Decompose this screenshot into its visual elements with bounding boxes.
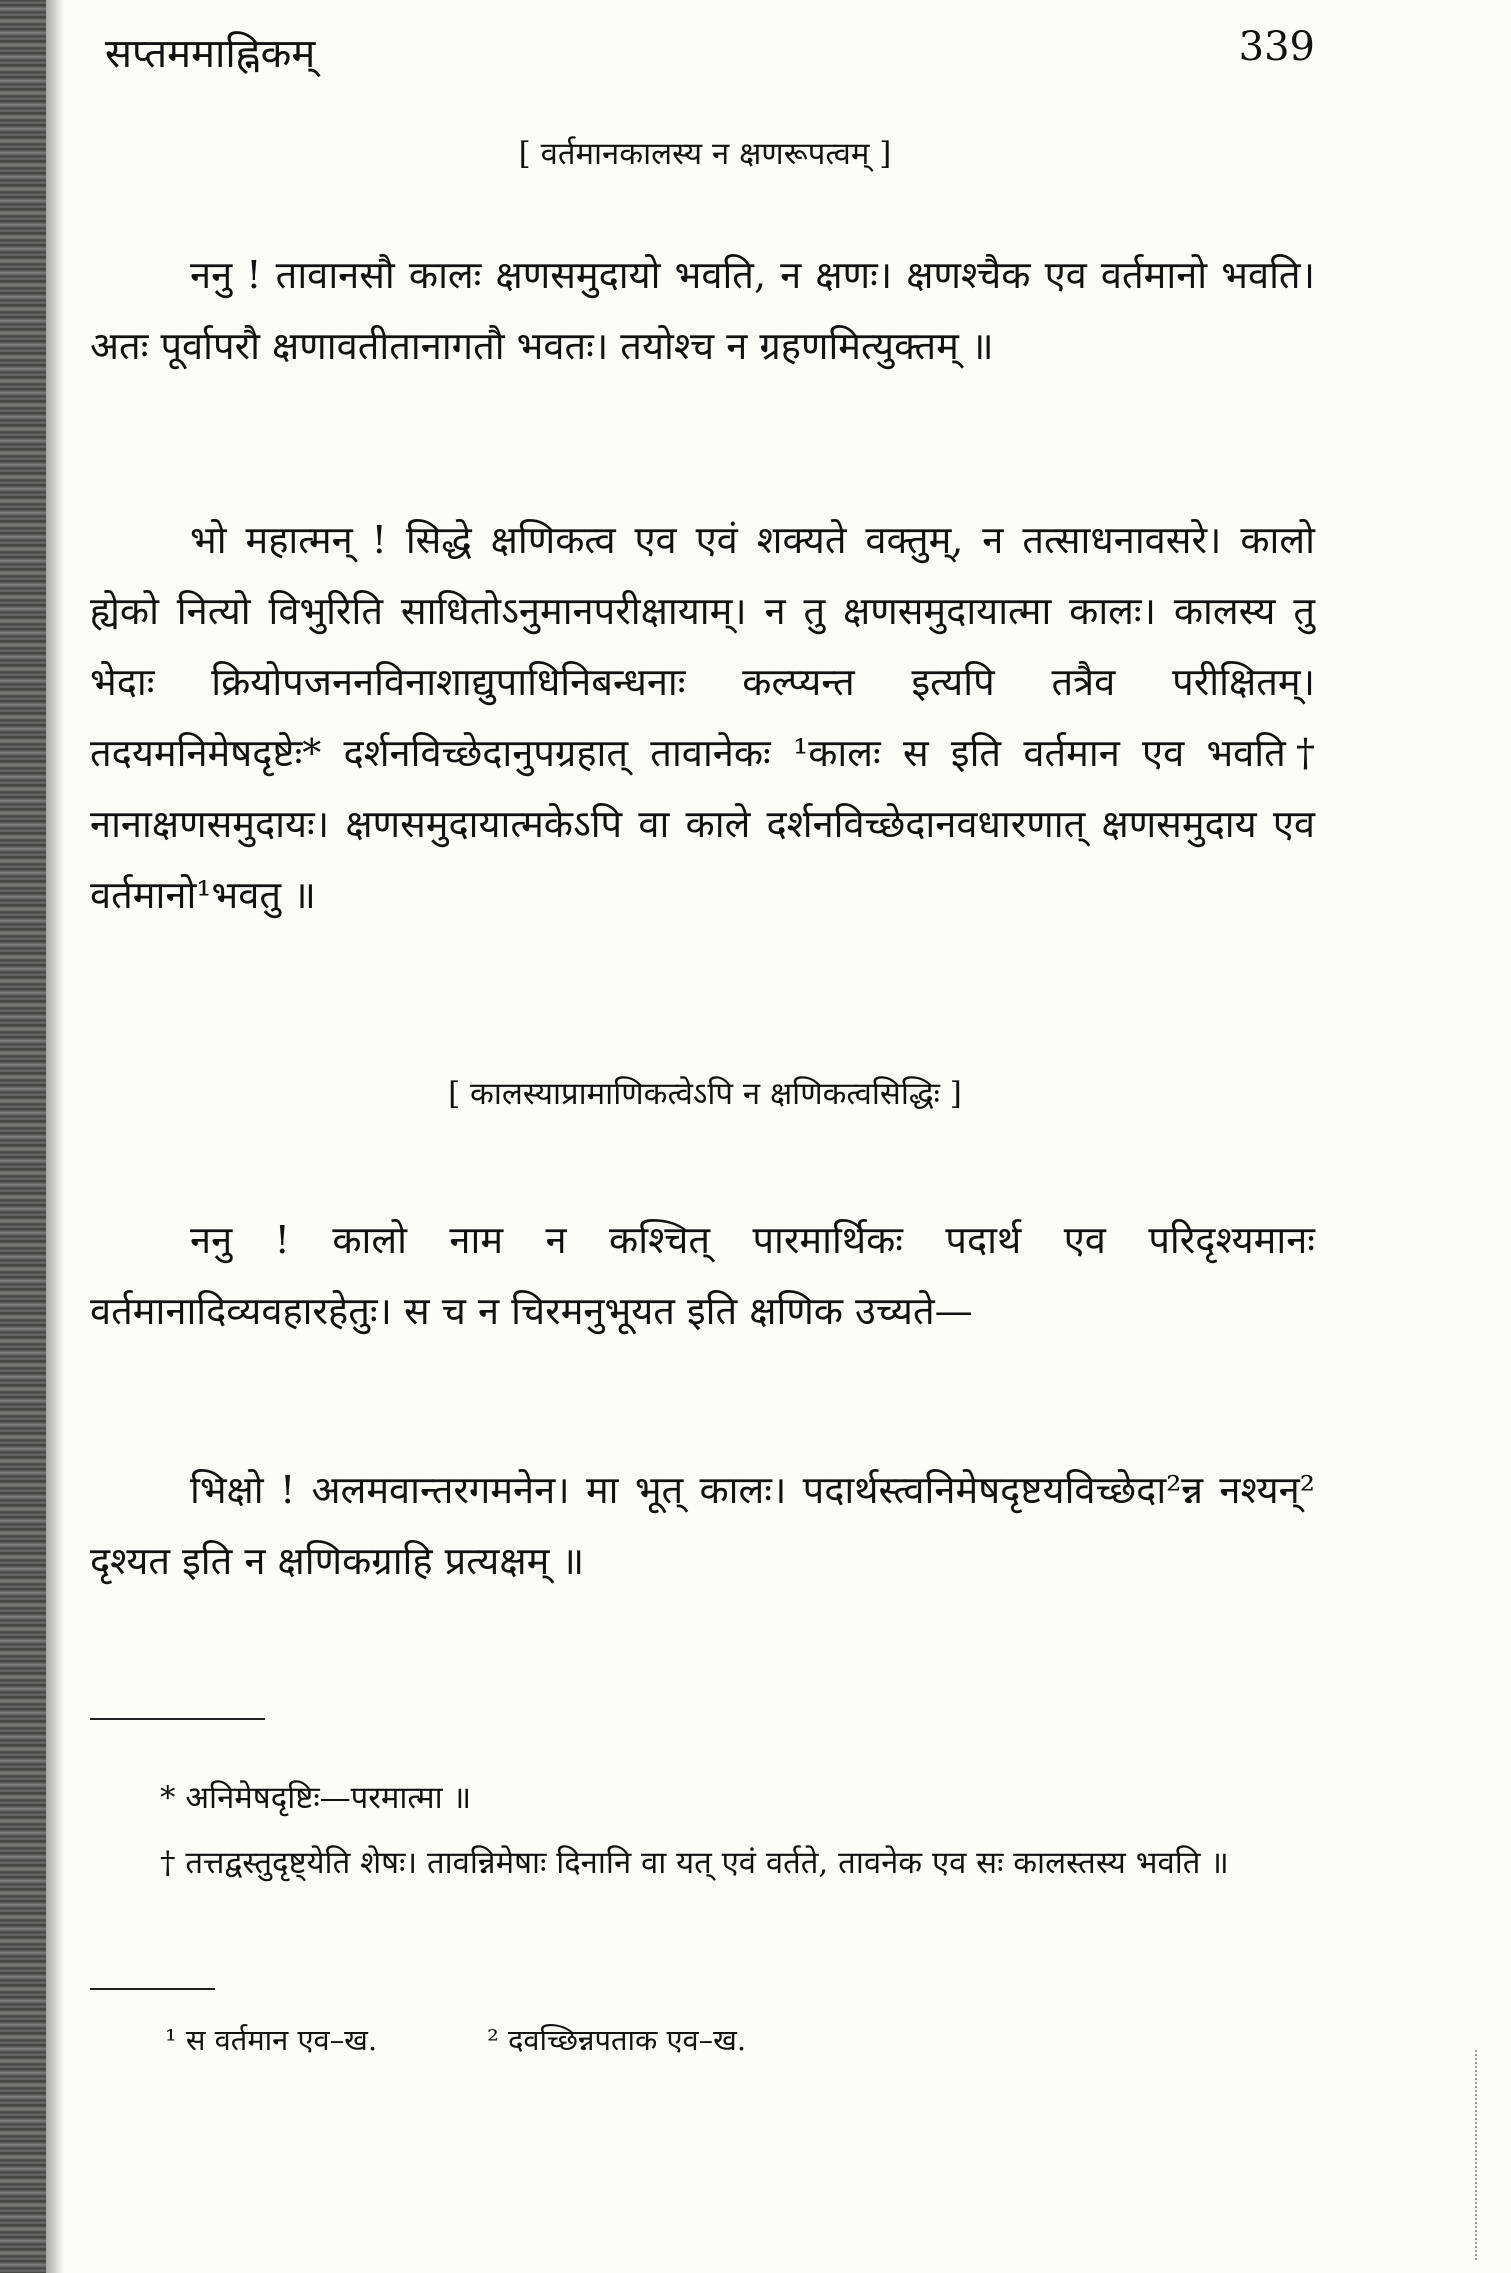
scan-binding-edge bbox=[0, 0, 46, 2273]
variant-readings-rule bbox=[90, 1988, 215, 1990]
section-heading-1: [ वर्तमानकालस्य न क्षणरूपत्वम् ] bbox=[518, 136, 892, 172]
scan-artifact-specks bbox=[1475, 2050, 1481, 2260]
footnote-dagger: † तत्तद्वस्तुदृष्ट्येति शेषः। तावन्निमेषाः दिनानि वा यत् एवं वर्तते, तावनेक एव सः कालस्तस्य भवति ॥ bbox=[160, 1845, 1229, 1881]
paragraph-2: भो महात्मन् ! सिद्धे क्षणिकत्व एव एवं शक्यते वक्तुम्, न तत्साधनावसरे। कालो ह्येको नित्यो विभुरिति साधितोऽनुमानपरीक्षायाम्। न तु क्षणसमुदायात्मा कालः। कालस्य तु भेदाः क्रियोपजननविनाशाद्युपाधिनिबन्धनाः कल्प्यन्त इत्यपि तत्रैव परीक्षितम्। तदयमनिमेषदृष्टेः* दर्शनविच्छेदानुपग्रहात् तावानेकः ¹कालः स इति वर्तमान एव भवति† नानाक्षणसमुदायः। क्षणसमुदायात्मकेऽपि वा काले दर्शनविच्छेदानवधारणात् क्षणसमुदाय एव वर्तमानो¹भवतु ॥ bbox=[90, 518, 1315, 917]
running-head: सप्तममाह्निकम् bbox=[105, 31, 316, 77]
variant-readings bbox=[90, 2020, 746, 2059]
footnote-rule bbox=[90, 1718, 265, 1720]
page-header bbox=[105, 24, 1315, 84]
paragraph-4: भिक्षो ! अलमवान्तरगमनेन। मा भूत् कालः। पदार्थस्त्वनिमेषदृष्टयविच्छेदा²न्न नश्यन्² दृश्यत इति न क्षणिकग्राहि प्रत्यक्षम् ॥ bbox=[90, 1468, 1315, 1583]
book-page bbox=[90, 0, 1320, 2273]
footnote-asterisk: * अनिमेषदृष्टिः—परमात्मा ॥ bbox=[160, 1780, 472, 1816]
paragraph-3: ननु ! कालो नाम न कश्चित् पारमार्थिकः पदार्थ एव परिदृश्यमानः वर्तमानादिव्यवहारहेतुः। स च न चिरमनुभूयत इति क्षणिक उच्यते— bbox=[90, 1218, 1315, 1333]
section-heading-2: [ कालस्याप्रामाणिकत्वेऽपि न क्षणिकत्वसिद्धिः ] bbox=[448, 1076, 962, 1112]
variant-reading-1: ¹ स वर्तमान एव–ख. bbox=[165, 2023, 378, 2057]
variant-reading-2: ² दवच्छिन्नपताक एव–ख. bbox=[487, 2023, 747, 2057]
paragraph-1: ननु ! तावानसौ कालः क्षणसमुदायो भवति, न क्षणः। क्षणश्चैक एव वर्तमानो भवति। अतः पूर्वापरौ क्षणावतीतानागतौ भवतः। तयोश्च न ग्रहणमित्युक्तम् ॥ bbox=[90, 253, 1315, 368]
page-number: 339 bbox=[1238, 24, 1315, 70]
